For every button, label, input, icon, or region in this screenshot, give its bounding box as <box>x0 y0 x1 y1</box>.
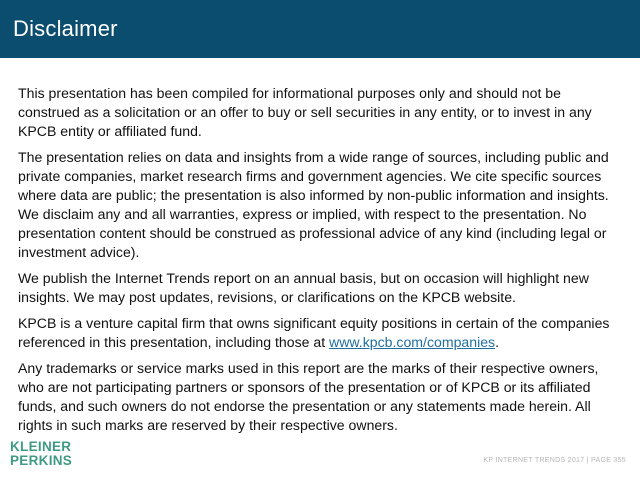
paragraph-kpcb-period: . <box>495 334 500 350</box>
kpcb-companies-link[interactable]: www.kpcb.com/companies <box>329 334 496 350</box>
paragraph-purpose: This presentation has been compiled for informational purposes only and should not be construed as a solicitation or an offer to buy or sell securities in any entity, or to invest in any KPCB entity or affiliated fund. <box>18 85 592 139</box>
header-bar <box>0 0 640 58</box>
paragraph-publishing: We publish the Internet Trends report on an annual basis, but on occasion will highlight new insights. We may post updates, revisions, or clarifications on the KPCB website. <box>18 270 589 305</box>
paragraph-kpcb-text: KPCB is a venture capital firm that owns significant equity positions in certain of the companies referenced in this presentation, including those at <box>18 315 610 350</box>
page-footer-label: KP INTERNET TRENDS 2017 | PAGE 355 <box>483 457 626 464</box>
paragraph-kpcb-holdings <box>18 314 618 352</box>
paragraph-sources: The presentation relies on data and insights from a wide range of sources, including public and private companies, market research firms and government agencies. We cite specific sources where data are public; the presentation is also informed by non-public information and insights. We disclaim any and all warranties, express or implied, with respect to the presentation. No presentation content should be construed as professional advice of any kind (including legal or investment advice). <box>18 149 609 260</box>
logo-line-kleiner: KLEINER <box>10 439 72 454</box>
disclaimer-body <box>18 84 618 442</box>
paragraph-trademarks: Any trademarks or service marks used in this report are the marks of their respective owners, who are not participating partners or sponsors of the presentation or of KPCB or its affiliated funds, and such owners do not endorse the presentation or any statements made herein. All rights in such marks are reserved by their respective owners. <box>18 360 599 433</box>
logo-line-perkins: PERKINS <box>10 453 73 468</box>
kleiner-perkins-logo <box>10 440 72 468</box>
page-title: Disclaimer <box>13 16 118 41</box>
